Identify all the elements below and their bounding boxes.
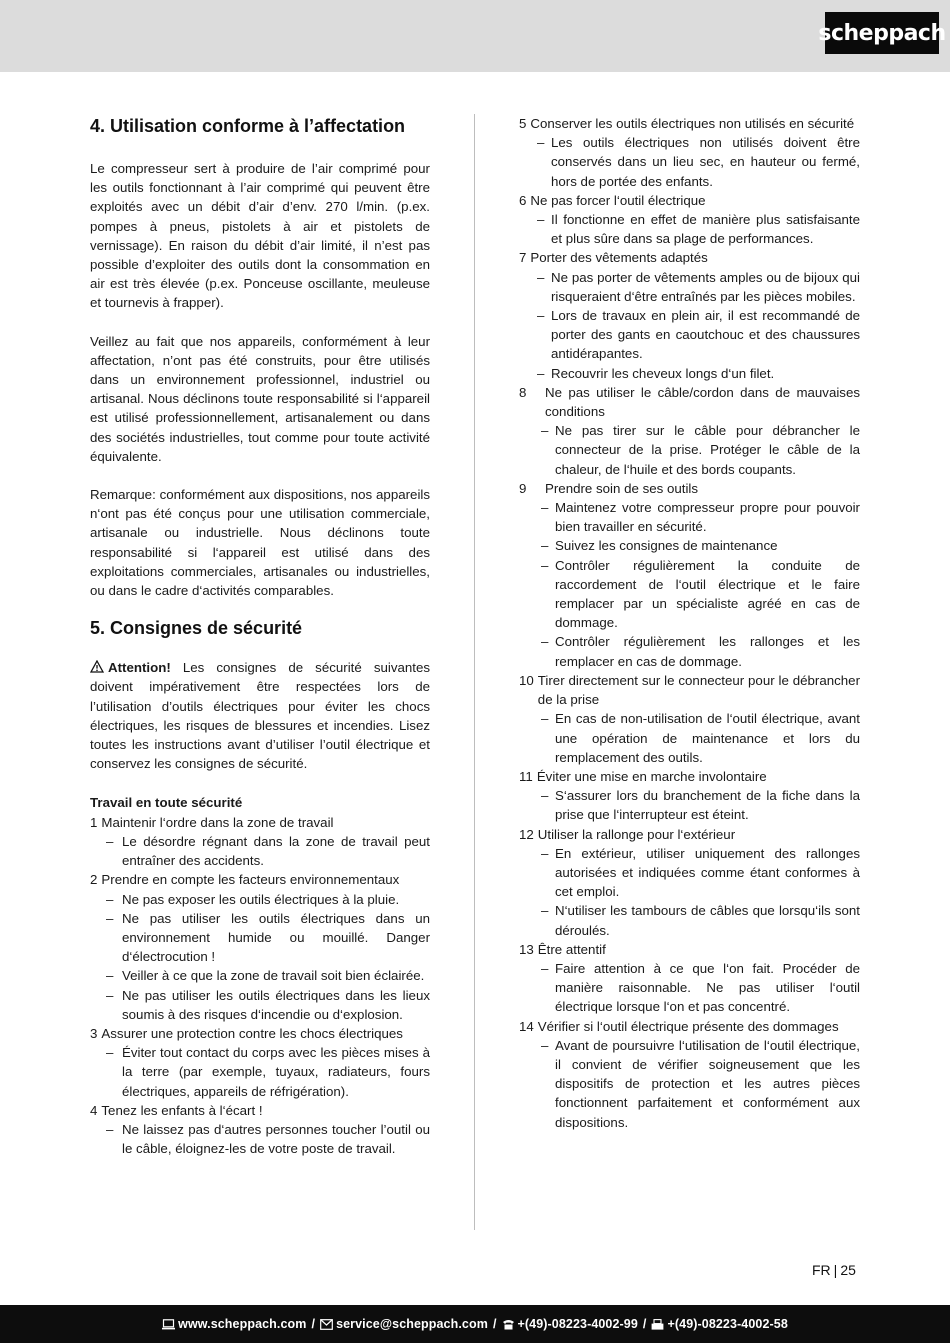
safety-item-text: Assurer une protection contre les chocs électriques bbox=[101, 1025, 403, 1041]
safety-item bbox=[90, 813, 430, 832]
bullet-dash: – bbox=[106, 968, 114, 984]
safety-item bbox=[519, 767, 860, 786]
safety-item bbox=[519, 671, 860, 709]
safety-item-number: 11 bbox=[519, 768, 533, 784]
bullet-dash: – bbox=[541, 423, 549, 439]
safety-item-text: Ne pas forcer l‘outil électrique bbox=[530, 192, 706, 208]
left-column bbox=[90, 114, 430, 1158]
safety-item-text: Être attentif bbox=[537, 941, 606, 957]
safety-sub-item bbox=[519, 959, 860, 1017]
bullet-dash: – bbox=[541, 960, 549, 976]
safety-item-number: 10 bbox=[519, 672, 534, 688]
bullet-dash: – bbox=[106, 987, 114, 1003]
safety-sub-item-text: S‘assurer lors du branchement de la fiche dans la prise que l‘interrupteur est éteint. bbox=[555, 788, 860, 823]
safety-sub-item-text: Contrôler régulièrement les rallonges et les remplacer en cas de dommage. bbox=[555, 634, 860, 669]
computer-icon bbox=[162, 1319, 175, 1330]
attention-label: Attention! bbox=[108, 660, 171, 676]
safety-sub-item bbox=[519, 844, 860, 902]
bullet-dash: – bbox=[106, 1121, 114, 1137]
header-bar bbox=[0, 0, 950, 72]
safety-sub-item bbox=[519, 632, 860, 670]
safety-item bbox=[90, 1024, 430, 1043]
safety-item bbox=[519, 248, 860, 267]
footer-phone-number[interactable]: +(49)-08223-4002-99 bbox=[517, 1317, 638, 1331]
section-4-paragraph-2: Veillez au fait que nos appareils, conformément à leur affectation, n’ont pas été construits, pour être utilisés dans un environnement professionnel, industriel ou artisanal. Nous déclinons toute responsabilité si l‘appareil est utilisé professionnellement, artisanalement ou dans des sociétés industrielles, tout comme pour toute activité équivalente. bbox=[90, 333, 430, 464]
bullet-dash: – bbox=[541, 845, 549, 861]
safety-item bbox=[519, 114, 860, 133]
safety-item-number: 5 bbox=[519, 116, 527, 131]
safety-item-text: Porter des vêtements adaptés bbox=[530, 250, 708, 266]
safety-item-number: 13 bbox=[519, 941, 534, 957]
bullet-dash: – bbox=[106, 910, 114, 926]
safety-item bbox=[519, 191, 860, 210]
safety-sub-item bbox=[90, 1043, 430, 1101]
safety-sub-item bbox=[519, 709, 860, 767]
safety-item-number: 6 bbox=[519, 192, 527, 208]
footer-separator: / bbox=[492, 1317, 497, 1331]
safety-item bbox=[519, 940, 860, 959]
safety-item-number: 12 bbox=[519, 826, 534, 842]
safety-sub-item-text: Ne pas exposer les outils électriques à la pluie. bbox=[122, 891, 400, 907]
safety-sub-item-text: Le désordre régnant dans la zone de travail peut entraîner des accidents. bbox=[122, 833, 430, 869]
bullet-dash: – bbox=[541, 788, 549, 804]
bullet-dash: – bbox=[541, 538, 549, 554]
bullet-dash: – bbox=[541, 711, 549, 727]
safety-sub-item-text: Lors de travaux en plein air, il est recommandé de porter des gants en caoutchouc et des chaussures antidérapantes. bbox=[551, 308, 860, 362]
footer-separator: / bbox=[642, 1317, 647, 1331]
safety-item-text: Vérifier si l‘outil électrique présente des dommages bbox=[537, 1018, 839, 1034]
safety-item bbox=[519, 1017, 860, 1036]
telephone-icon bbox=[502, 1319, 515, 1330]
safety-item-text: Tirer directement sur le connecteur pour le débrancher de la prise bbox=[537, 672, 860, 708]
envelope-icon bbox=[320, 1319, 333, 1330]
bullet-dash: – bbox=[106, 833, 114, 849]
footer-website-link[interactable]: www.scheppach.com bbox=[178, 1317, 307, 1331]
safety-sub-item bbox=[519, 901, 860, 939]
safety-sub-item-text: Ne pas porter de vêtements amples ou de bijoux qui risqueraient d‘être entraînés par les pièces mobiles. bbox=[551, 269, 860, 304]
safety-sub-item bbox=[519, 498, 860, 536]
safety-sub-item-text: En cas de non-utilisation de l‘outil électrique, avant une opération de maintenance et lors du remplacement des outils. bbox=[555, 711, 860, 765]
safety-item-text: Ne pas utiliser le câble/cordon dans de mauvaises conditions bbox=[545, 384, 860, 420]
safety-item bbox=[519, 383, 860, 421]
bullet-dash: – bbox=[537, 308, 545, 324]
safety-sub-item bbox=[519, 210, 860, 248]
warning-triangle-icon bbox=[90, 660, 104, 673]
bullet-dash: – bbox=[537, 212, 545, 228]
bullet-dash: – bbox=[537, 135, 545, 151]
safety-item-number: 3 bbox=[90, 1025, 98, 1041]
safety-sub-item bbox=[519, 1036, 860, 1132]
section-4-paragraph-1: Le compresseur sert à produire de l’air comprimé pour les outils fonctionnant à l’air comprimé qui peuvent être exploités avec un débit d’air d’env. 270 l/min. (p.ex. pompes à pneus, pistolets à air et pistolets de vernissage). En raison du débit d’air limité, il n’est pas possible d’exploiter des outils dont la consommation en air est très élevée (p.ex. Ponceuse oscillante, meuleuse et tournevis à frapper). bbox=[90, 161, 430, 311]
safety-sub-item bbox=[519, 306, 860, 364]
safety-sub-item bbox=[519, 364, 860, 383]
safety-sub-item bbox=[90, 986, 430, 1024]
footer-fax-number[interactable]: +(49)-08223-4002-58 bbox=[667, 1317, 788, 1331]
safety-sub-item-text: Ne pas utiliser les outils électriques dans un environnement humide ou mouillé. Danger d‘électrocution ! bbox=[122, 910, 430, 965]
safety-list-right bbox=[519, 114, 860, 1132]
safety-sub-item bbox=[90, 909, 430, 967]
section-4-title: 4. Utilisation conforme à l’affectation bbox=[90, 116, 406, 136]
safety-item-text: Maintenir l‘ordre dans la zone de travail bbox=[101, 814, 334, 830]
footer-email-link[interactable]: service@scheppach.com bbox=[336, 1317, 488, 1331]
bullet-dash: – bbox=[541, 903, 549, 919]
bullet-dash: – bbox=[541, 500, 549, 516]
safety-sub-item-text: Avant de poursuivre l‘utilisation de l‘outil électrique, il convient de vérifier soigneusement que les dispositifs de protection et les autres pièces fonctionnent parfaitement et conformément aux dispositions. bbox=[555, 1037, 860, 1130]
safety-item-number: 7 bbox=[519, 250, 527, 266]
fax-icon bbox=[651, 1319, 664, 1330]
section-5-title: 5. Consignes de sécurité bbox=[90, 618, 303, 639]
safety-item-number: 4 bbox=[90, 1102, 98, 1118]
safety-item-text: Utiliser la rallonge pour l‘extérieur bbox=[537, 826, 736, 842]
page-number-value: 25 bbox=[840, 1262, 856, 1278]
safety-sub-item-text: Les outils électriques non utilisés doivent être conservés dans un lieu sec, en hauteur ou fermé, hors de portée des enfants. bbox=[551, 135, 860, 189]
section-4-paragraph-3: Remarque: conformément aux dispositions, nos appareils n‘ont pas été conçus pour une utilisation commerciale, artisanale ou industrielle. Nous déclinons toute responsabilité si l‘appareil est utilisé dans des exploitations commerciales, artisanales ou industrielles, ou dans le cadre d‘activités comparables. bbox=[90, 487, 430, 599]
safety-sub-item-text: En extérieur, utiliser uniquement des rallonges autorisées et indiquées comme étant conformes à cet emploi. bbox=[555, 845, 860, 900]
column-divider bbox=[474, 114, 475, 1230]
attention-paragraph bbox=[90, 658, 430, 773]
safety-sub-item-text: Ne pas utiliser les outils électriques dans les lieux soumis à des risques d‘incendie ou d‘explosion. bbox=[122, 987, 430, 1022]
safety-item-number: 1 bbox=[90, 814, 98, 830]
brand-logo bbox=[818, 12, 946, 54]
attention-text: Les consignes de sécurité suivantes doivent impérativement être respectées lors de l’utilisation d’outils électriques pour éviter les chocs électriques, les risques de blessures et incendies. Lisez toutes les instructions avant d’utiliser l’outil électrique et conservez les consignes de sécurité. bbox=[90, 660, 430, 772]
brand-logo-text: scheppach bbox=[818, 20, 946, 46]
safety-list-left bbox=[90, 813, 430, 1159]
safety-sub-item bbox=[519, 421, 860, 479]
safety-sub-item bbox=[90, 890, 430, 909]
safety-sub-item bbox=[519, 268, 860, 306]
bullet-dash: – bbox=[537, 365, 545, 381]
safety-item-text: Prendre en compte les facteurs environnementaux bbox=[101, 872, 400, 888]
safety-sub-item-text: Ne laissez pas d‘autres personnes toucher l’outil ou le câble, éloignez-les de votre poste de travail. bbox=[122, 1121, 430, 1157]
page-separator: | bbox=[833, 1262, 838, 1278]
page-number bbox=[812, 1262, 856, 1278]
safety-sub-item bbox=[90, 1120, 430, 1158]
safety-sub-item-text: Faire attention à ce que l‘on fait. Procéder de manière raisonnable. Ne pas utiliser l‘outil électrique lorsque l‘on et pas concentré. bbox=[555, 960, 860, 1015]
safety-sub-item-text: Éviter tout contact du corps avec les pièces mises à la terre (par exemple, tuyaux, radiateurs, fours électriques, appareils de réfrigération). bbox=[122, 1045, 430, 1099]
safety-sub-item bbox=[90, 832, 430, 870]
bullet-dash: – bbox=[106, 891, 114, 907]
safety-sub-item-text: Contrôler régulièrement la conduite de raccordement de l‘outil électrique et le faire remplacer par un spécialiste agréé en cas de dommage. bbox=[555, 557, 860, 631]
bullet-dash: – bbox=[106, 1045, 114, 1061]
footer-bar bbox=[0, 1305, 950, 1343]
safety-sub-item-text: Ne pas tirer sur le câble pour débrancher le connecteur de la prise. Protéger le câble de la chaleur, de l‘huile et des bords coupants. bbox=[555, 423, 860, 477]
safety-sub-item-text: Veiller à ce que la zone de travail soit bien éclairée. bbox=[122, 968, 425, 984]
bullet-dash: – bbox=[537, 269, 545, 285]
safety-subheading: Travail en toute sécurité bbox=[90, 795, 243, 811]
safety-sub-item-text: Suivez les consignes de maintenance bbox=[555, 538, 778, 554]
safety-item-number: 2 bbox=[90, 872, 98, 888]
safety-item-text: Prendre soin de ses outils bbox=[545, 480, 698, 496]
safety-sub-item bbox=[519, 556, 860, 633]
safety-sub-item bbox=[90, 966, 430, 985]
safety-sub-item-text: Il fonctionne en effet de manière plus satisfaisante et plus sûre dans sa plage de performances. bbox=[551, 212, 860, 247]
page-language: FR bbox=[812, 1262, 831, 1278]
safety-item-text: Tenez les enfants à l‘écart ! bbox=[101, 1102, 263, 1118]
safety-item-number: 14 bbox=[519, 1018, 534, 1034]
safety-sub-item bbox=[519, 786, 860, 824]
safety-item-number: 8 bbox=[519, 384, 527, 400]
safety-sub-item-text: Maintenez votre compresseur propre pour pouvoir bien travailler en sécurité. bbox=[555, 500, 860, 535]
safety-item-text: Conserver les outils électriques non utilisés en sécurité bbox=[530, 116, 855, 131]
safety-item-number: 9 bbox=[519, 480, 527, 496]
safety-item bbox=[519, 825, 860, 844]
safety-item-text: Éviter une mise en marche involontaire bbox=[536, 768, 767, 784]
footer-separator: / bbox=[311, 1317, 316, 1331]
safety-sub-item bbox=[519, 133, 860, 191]
bullet-dash: – bbox=[541, 557, 549, 573]
safety-item bbox=[90, 1101, 430, 1120]
safety-item bbox=[519, 479, 860, 498]
right-column bbox=[519, 114, 860, 1132]
safety-sub-item bbox=[519, 536, 860, 555]
safety-sub-item-text: N‘utiliser les tambours de câbles que lorsqu‘ils sont déroulés. bbox=[555, 903, 860, 938]
safety-item bbox=[90, 870, 430, 889]
bullet-dash: – bbox=[541, 634, 549, 650]
safety-sub-item-text: Recouvrir les cheveux longs d‘un filet. bbox=[551, 365, 775, 381]
bullet-dash: – bbox=[541, 1037, 549, 1053]
